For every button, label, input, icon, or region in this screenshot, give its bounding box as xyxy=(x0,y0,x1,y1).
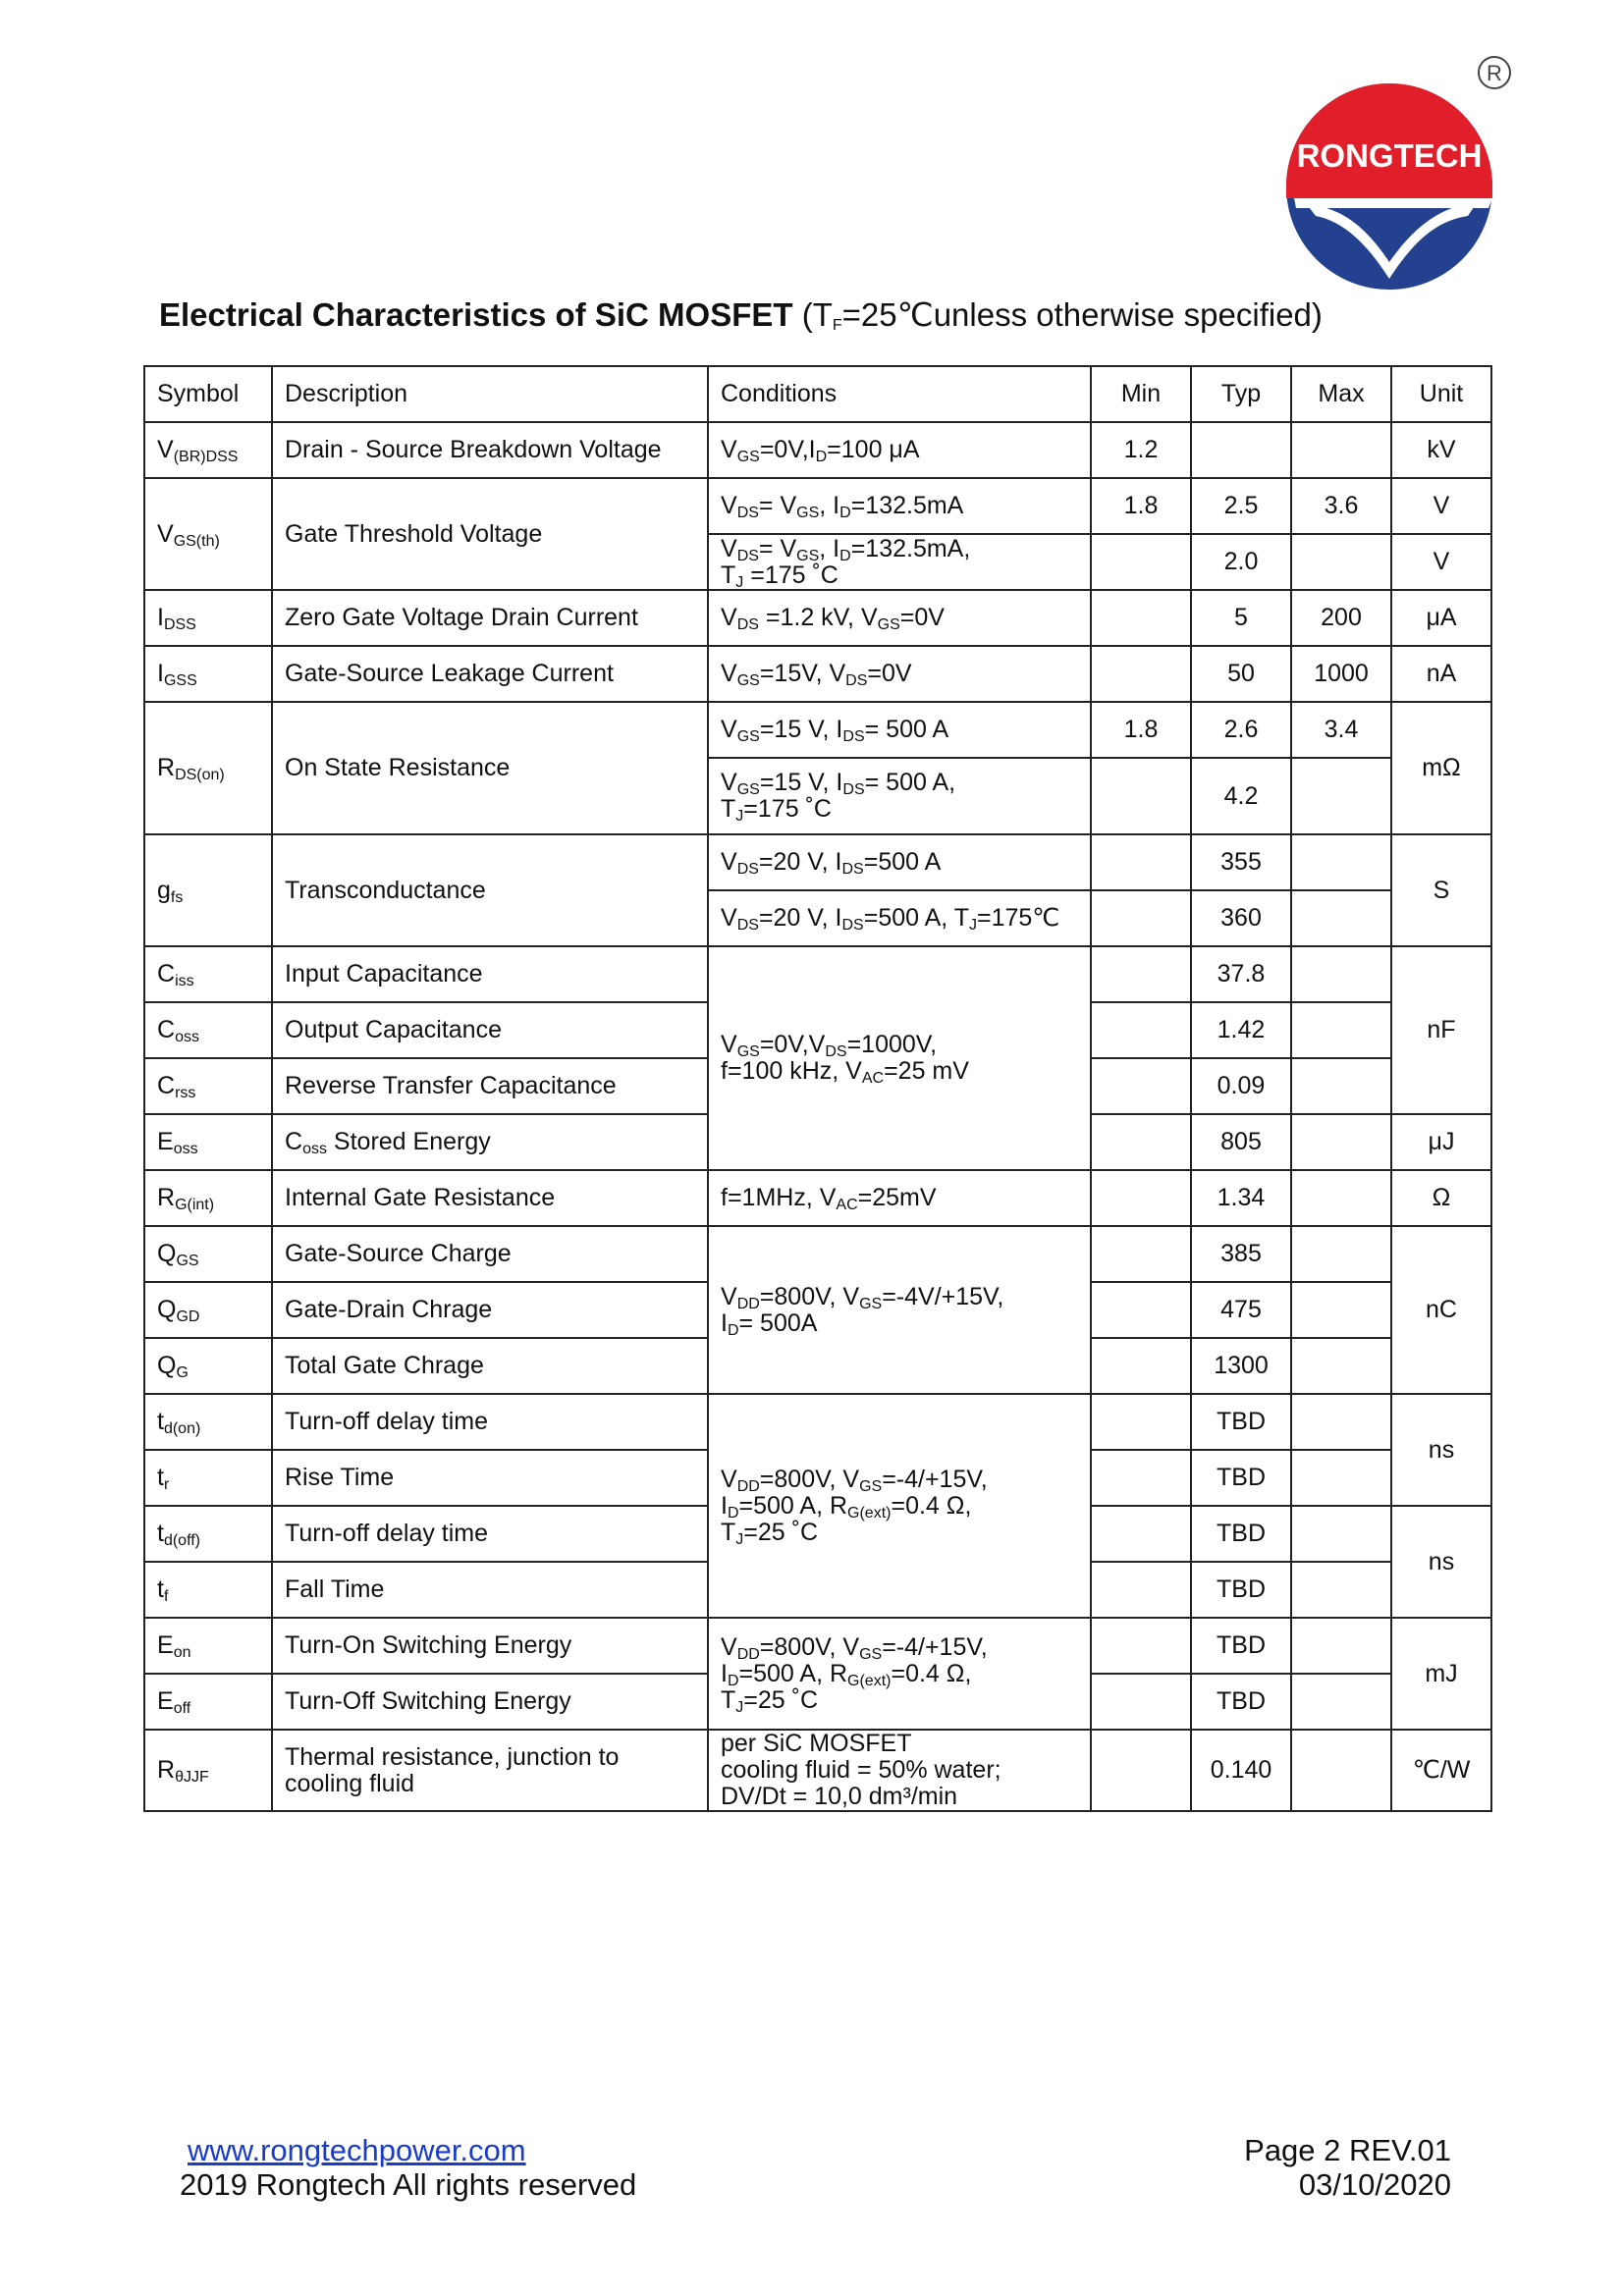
conditions-cell: $V_{GS}=0V,I_D=100$ μA xyxy=(708,422,1091,478)
header-unit: Unit xyxy=(1391,366,1491,422)
table-row xyxy=(144,478,1491,534)
symbol-cell: $C_{iss}$ xyxy=(144,946,272,1002)
max-cell xyxy=(1291,1226,1391,1282)
typ-cell: 4.2 xyxy=(1191,758,1291,834)
header-max: Max xyxy=(1291,366,1391,422)
conditions-cell: f=1MHz, $V_{AC}=25mV$ xyxy=(708,1170,1091,1226)
description-cell: $C_{oss}$ Stored Energy xyxy=(272,1114,708,1170)
symbol-cell: $V_{GS(th)}$ xyxy=(144,478,272,590)
description-cell: Thermal resistance, junction to cooling fluid xyxy=(272,1730,708,1811)
typ-cell: TBD xyxy=(1191,1674,1291,1730)
typ-cell: 1.42 xyxy=(1191,1002,1291,1058)
typ-cell: TBD xyxy=(1191,1562,1291,1618)
conditions-cell: $V_{DS}=20$ V, $I_{DS}=500$ A, $T_J=175℃$ xyxy=(708,890,1091,946)
symbol-cell: $g_{fs}$ xyxy=(144,834,272,946)
max-cell: 3.6 xyxy=(1291,478,1391,534)
min-cell xyxy=(1091,534,1191,590)
max-cell xyxy=(1291,758,1391,834)
description-cell: Input Capacitance xyxy=(272,946,708,1002)
typ-cell: 360 xyxy=(1191,890,1291,946)
symbol-cell: $t_r$ xyxy=(144,1450,272,1506)
symbol-cell: $t_{d(off)}$ xyxy=(144,1506,272,1562)
table-row xyxy=(144,702,1491,758)
table-row xyxy=(144,834,1491,890)
max-cell xyxy=(1291,1114,1391,1170)
description-cell: Fall Time xyxy=(272,1562,708,1618)
description-cell: Turn-off delay time xyxy=(272,1394,708,1450)
table-row xyxy=(144,590,1491,646)
conditions-cell: $V_{GS}=15$ V, $I_{DS}= 500$ A, $T_J=175$ ˚C xyxy=(708,758,1091,834)
table-row xyxy=(144,1394,1491,1450)
symbol-cell: $R_{DS(on)}$ xyxy=(144,702,272,834)
conditions-cell: $V_{DD}=800V$, $V_{GS}=-4/+15V$, $I_D=500$ A, $R_{G(ext)}=0.4$ Ω, $T_J=25$ ˚C xyxy=(708,1394,1091,1618)
max-cell xyxy=(1291,1170,1391,1226)
unit-cell: S xyxy=(1391,834,1491,946)
max-cell xyxy=(1291,534,1391,590)
symbol-cell: $R_{G(int)}$ xyxy=(144,1170,272,1226)
conditions-cell: $V_{DS} =1.2$ kV, $V_{GS}=0V$ xyxy=(708,590,1091,646)
typ-cell: 355 xyxy=(1191,834,1291,890)
min-cell xyxy=(1091,1114,1191,1170)
conditions-cell: $V_{GS}=15V$, $V_{DS}=0V$ xyxy=(708,646,1091,702)
max-cell xyxy=(1291,1058,1391,1114)
max-cell xyxy=(1291,1506,1391,1562)
document-date: 03/10/2020 xyxy=(1298,2167,1451,2202)
table-row xyxy=(144,1170,1491,1226)
page-title: Electrical Characteristics of SiC MOSFET ($T_F=25℃unless$ otherwise specified) xyxy=(159,296,1323,334)
description-cell: Transconductance xyxy=(272,834,708,946)
symbol-cell: $Q_{GS}$ xyxy=(144,1226,272,1282)
website-link[interactable]: www.rongtechpower.com xyxy=(188,2133,526,2167)
header-min: Min xyxy=(1091,366,1191,422)
min-cell: 1.8 xyxy=(1091,478,1191,534)
min-cell xyxy=(1091,890,1191,946)
typ-cell xyxy=(1191,422,1291,478)
typ-cell: 2.6 xyxy=(1191,702,1291,758)
symbol-cell: $R_{\theta JJF}$ xyxy=(144,1730,272,1811)
unit-cell: nA xyxy=(1391,646,1491,702)
conditions-cell: $V_{DS}= V_{GS}$, $I_D=132.5mA$ xyxy=(708,478,1091,534)
symbol-cell: $V_{(BR)DSS}$ xyxy=(144,422,272,478)
min-cell xyxy=(1091,1170,1191,1226)
conditions-cell: per SiC MOSFET cooling fluid = 50% water; DV/Dt = 10,0 dm³/min xyxy=(708,1730,1091,1811)
svg-text:R: R xyxy=(1487,61,1502,85)
electrical-characteristics-table xyxy=(143,365,1492,1812)
header-description: Description xyxy=(272,366,708,422)
unit-cell: mΩ xyxy=(1391,702,1491,834)
description-cell: Reverse Transfer Capacitance xyxy=(272,1058,708,1114)
max-cell xyxy=(1291,1618,1391,1674)
header-typ: Typ xyxy=(1191,366,1291,422)
typ-cell: TBD xyxy=(1191,1506,1291,1562)
description-cell: Gate-Source Charge xyxy=(272,1226,708,1282)
typ-cell: TBD xyxy=(1191,1394,1291,1450)
typ-cell: 5 xyxy=(1191,590,1291,646)
max-cell xyxy=(1291,1394,1391,1450)
min-cell: 1.8 xyxy=(1091,702,1191,758)
min-cell xyxy=(1091,1338,1191,1394)
min-cell xyxy=(1091,946,1191,1002)
typ-cell: 0.140 xyxy=(1191,1730,1291,1811)
typ-cell: 2.5 xyxy=(1191,478,1291,534)
table-row xyxy=(144,422,1491,478)
min-cell xyxy=(1091,1674,1191,1730)
max-cell: 1000 xyxy=(1291,646,1391,702)
table-header-row xyxy=(144,366,1491,422)
description-cell: Total Gate Chrage xyxy=(272,1338,708,1394)
symbol-cell: $C_{rss}$ xyxy=(144,1058,272,1114)
description-cell: Gate-Drain Chrage xyxy=(272,1282,708,1338)
unit-cell: ns xyxy=(1391,1394,1491,1506)
description-cell: Turn-off delay time xyxy=(272,1506,708,1562)
table-row xyxy=(144,646,1491,702)
max-cell xyxy=(1291,946,1391,1002)
min-cell xyxy=(1091,1394,1191,1450)
description-cell: Rise Time xyxy=(272,1450,708,1506)
typ-cell: 475 xyxy=(1191,1282,1291,1338)
symbol-cell: $E_{on}$ xyxy=(144,1618,272,1674)
symbol-cell: $I_{GSS}$ xyxy=(144,646,272,702)
table-row xyxy=(144,1226,1491,1282)
max-cell: 200 xyxy=(1291,590,1391,646)
min-cell xyxy=(1091,1562,1191,1618)
min-cell xyxy=(1091,646,1191,702)
max-cell xyxy=(1291,890,1391,946)
conditions-cell: $V_{GS}=15$ V, $I_{DS}= 500$ A xyxy=(708,702,1091,758)
min-cell xyxy=(1091,1226,1191,1282)
typ-cell: 1.34 xyxy=(1191,1170,1291,1226)
description-cell: Gate Threshold Voltage xyxy=(272,478,708,590)
conditions-cell: $V_{DD}=800V$, $V_{GS}=-4/+15V$, $I_D=500$ A, $R_{G(ext)}=0.4$ Ω, $T_J=25$ ˚C xyxy=(708,1618,1091,1730)
copyright-text: 2019 Rongtech All rights reserved xyxy=(180,2167,637,2202)
max-cell xyxy=(1291,1450,1391,1506)
rongtech-logo xyxy=(1267,51,1512,296)
description-cell: Internal Gate Resistance xyxy=(272,1170,708,1226)
description-cell: Turn-Off Switching Energy xyxy=(272,1674,708,1730)
description-cell: Turn-On Switching Energy xyxy=(272,1618,708,1674)
max-cell xyxy=(1291,1282,1391,1338)
description-cell: Zero Gate Voltage Drain Current xyxy=(272,590,708,646)
conditions-cell: $V_{DS}= V_{GS}$, $I_D=132.5mA$, $T_J =175$ ˚C xyxy=(708,534,1091,590)
typ-cell: 37.8 xyxy=(1191,946,1291,1002)
description-cell: Gate-Source Leakage Current xyxy=(272,646,708,702)
description-cell: On State Resistance xyxy=(272,702,708,834)
symbol-cell: $t_f$ xyxy=(144,1562,272,1618)
typ-cell: 385 xyxy=(1191,1226,1291,1282)
page-revision: Page 2 REV.01 xyxy=(1244,2133,1451,2167)
typ-cell: TBD xyxy=(1191,1450,1291,1506)
table-row xyxy=(144,1618,1491,1674)
table-row xyxy=(144,946,1491,1002)
unit-cell: μJ xyxy=(1391,1114,1491,1170)
unit-cell: ns xyxy=(1391,1506,1491,1618)
symbol-cell: $C_{oss}$ xyxy=(144,1002,272,1058)
max-cell: 3.4 xyxy=(1291,702,1391,758)
description-cell: Drain - Source Breakdown Voltage xyxy=(272,422,708,478)
max-cell xyxy=(1291,1562,1391,1618)
min-cell xyxy=(1091,1282,1191,1338)
unit-cell: nC xyxy=(1391,1226,1491,1394)
unit-cell: V xyxy=(1391,534,1491,590)
typ-cell: 805 xyxy=(1191,1114,1291,1170)
min-cell xyxy=(1091,590,1191,646)
symbol-cell: $Q_G$ xyxy=(144,1338,272,1394)
max-cell xyxy=(1291,1338,1391,1394)
min-cell: 1.2 xyxy=(1091,422,1191,478)
svg-text:RONGTECH: RONGTECH xyxy=(1296,137,1483,174)
conditions-cell: $V_{DS}=20$ V, $I_{DS}=500$ A xyxy=(708,834,1091,890)
unit-cell: nF xyxy=(1391,946,1491,1114)
unit-cell: Ω xyxy=(1391,1170,1491,1226)
unit-cell: V xyxy=(1391,478,1491,534)
conditions-cell: $V_{DD}=800V$, $V_{GS}=-4V/+15V$, $I_D= 500A$ xyxy=(708,1226,1091,1394)
max-cell xyxy=(1291,1730,1391,1811)
header-conditions: Conditions xyxy=(708,366,1091,422)
typ-cell: TBD xyxy=(1191,1618,1291,1674)
symbol-cell: $E_{off}$ xyxy=(144,1674,272,1730)
symbol-cell: $E_{oss}$ xyxy=(144,1114,272,1170)
max-cell xyxy=(1291,1002,1391,1058)
min-cell xyxy=(1091,1002,1191,1058)
unit-cell: ℃/W xyxy=(1391,1730,1491,1811)
table-row xyxy=(144,1730,1491,1811)
header-symbol: Symbol xyxy=(144,366,272,422)
min-cell xyxy=(1091,1618,1191,1674)
max-cell xyxy=(1291,834,1391,890)
min-cell xyxy=(1091,834,1191,890)
symbol-cell: $t_{d(on)}$ xyxy=(144,1394,272,1450)
max-cell xyxy=(1291,422,1391,478)
typ-cell: 1300 xyxy=(1191,1338,1291,1394)
min-cell xyxy=(1091,1450,1191,1506)
description-cell: Output Capacitance xyxy=(272,1002,708,1058)
conditions-cell: $V_{GS}=0V,V_{DS}=1000V$, f=100 kHz, $V_{AC}=25$ mV xyxy=(708,946,1091,1170)
min-cell xyxy=(1091,1506,1191,1562)
typ-cell: 0.09 xyxy=(1191,1058,1291,1114)
unit-cell: μA xyxy=(1391,590,1491,646)
typ-cell: 50 xyxy=(1191,646,1291,702)
symbol-cell: $Q_{GD}$ xyxy=(144,1282,272,1338)
max-cell xyxy=(1291,1674,1391,1730)
symbol-cell: $I_{DSS}$ xyxy=(144,590,272,646)
min-cell xyxy=(1091,1730,1191,1811)
min-cell xyxy=(1091,1058,1191,1114)
typ-cell: 2.0 xyxy=(1191,534,1291,590)
min-cell xyxy=(1091,758,1191,834)
unit-cell: kV xyxy=(1391,422,1491,478)
unit-cell: mJ xyxy=(1391,1618,1491,1730)
